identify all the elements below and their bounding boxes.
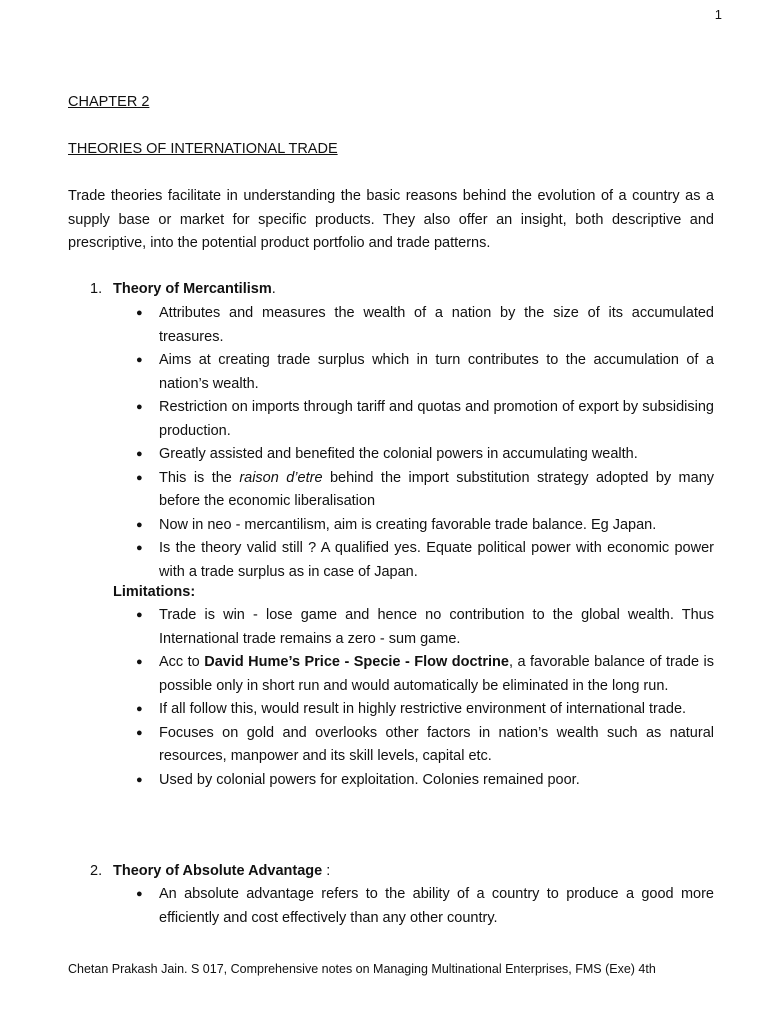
bullet-item (136, 302, 714, 349)
footer-text: Chetan Prakash Jain. S 017, Comprehensive notes on Managing Multinational Enterprises, FMS (Exe) 4th (68, 962, 656, 976)
bullet-item (136, 698, 714, 722)
bullet-item (136, 651, 714, 698)
bullet-text: Greatly assisted and benefited the colonial powers in accumulating wealth. (159, 446, 638, 462)
bold-term: David Hume’s Price - Specie - Flow doctrine (204, 654, 509, 670)
bullet-text: This is the (159, 469, 240, 486)
limitations-heading: Limitations: (113, 584, 196, 600)
section-number: 1. (90, 281, 103, 297)
document-title: THEORIES OF INTERNATIONAL TRADE (68, 141, 338, 157)
bullet-text: An absolute advantage refers to the ability of a country to produce a good more efficiently and cost effectively than any other country. (159, 886, 714, 926)
bullet-item (136, 467, 715, 514)
section-title-text: Theory of Absolute Advantage (113, 863, 323, 879)
bullet-text: Focuses on gold and overlooks other factors in nation’s wealth such as natural resources, manpower and its skill levels, capital etc. (159, 724, 714, 764)
emphasis-text: raison d’etre (239, 469, 323, 486)
page-number: 1 (714, 7, 722, 22)
intro-paragraph: Trade theories facilitate in understanding the basic reasons behind the evolution of a country as a supply base or market for specific products. They also offer an insight, both descriptive and prescriptive, into the potential product portfolio and trade patterns. (68, 188, 714, 251)
bullet-text: Aims at creating trade surplus which in turn contributes to the accumulation of a nation’s wealth. (159, 352, 714, 392)
bullet-item (136, 396, 714, 443)
section-number: 2. (90, 863, 103, 879)
bullet-dot: ● (136, 307, 143, 319)
bullet-dot: ● (136, 726, 143, 739)
bullet-text: behind the import substitution strategy adopted by many before the economic liberalisation (159, 469, 715, 509)
section-title-text: Theory of Mercantilism (113, 281, 272, 297)
section-title (90, 860, 330, 884)
section-title-suffix: : (322, 863, 331, 879)
bullet-text: Trade is win - lose game and hence no contribution to the global wealth. Thus International trade remains a zero - sum game. (159, 607, 714, 647)
bullet-dot: ● (136, 401, 143, 413)
bullet-text: Attributes and measures the wealth of a nation by the size of its accumulated treasures. (159, 305, 714, 345)
bullet-dot: ● (136, 542, 143, 554)
bullet-dot: ● (136, 656, 143, 668)
bullet-dot: ● (136, 448, 143, 460)
bullet-dot: ● (136, 773, 143, 786)
bullet-item (136, 883, 714, 930)
bullet-dot: ● (136, 518, 143, 531)
bullet-item (136, 443, 714, 467)
section-title-suffix: . (271, 281, 276, 297)
bullet-text: Now in neo - mercantilism, aim is creating favorable trade balance. Eg Japan. (159, 516, 657, 533)
limitations-bullets (136, 604, 714, 792)
mercantilism-bullets (136, 302, 715, 584)
section-title (90, 278, 276, 302)
absolute-advantage-bullets (136, 883, 714, 930)
bullet-text: Used by colonial powers for exploitation. Colonies remained poor. (159, 771, 580, 788)
bullet-item (136, 604, 714, 651)
bullet-dot: ● (136, 703, 143, 715)
bullet-item (136, 722, 714, 769)
bullet-text: Restriction on imports through tariff and quotas and promotion of export by subsidising production. (159, 399, 714, 439)
chapter-heading: CHAPTER 2 (68, 94, 150, 110)
bullet-item (136, 514, 714, 538)
bullet-item (136, 537, 714, 584)
bullet-dot: ● (136, 888, 143, 900)
bullet-item (136, 769, 714, 793)
bullet-text: If all follow this, would result in highly restrictive environment of international trade. (159, 701, 687, 717)
bullet-text: Acc to (159, 654, 205, 670)
bullet-dot: ● (136, 609, 143, 621)
bullet-text: Is the theory valid still ? A qualified yes. Equate political power with economic power with a trade surplus as in case of Japan. (159, 540, 714, 580)
bullet-dot: ● (136, 354, 143, 366)
bullet-dot: ● (136, 471, 143, 484)
bullet-item (136, 349, 714, 396)
bullet-text: , a favorable balance of trade is possible only in short run and would automatically be eliminated in the long run. (159, 654, 714, 694)
